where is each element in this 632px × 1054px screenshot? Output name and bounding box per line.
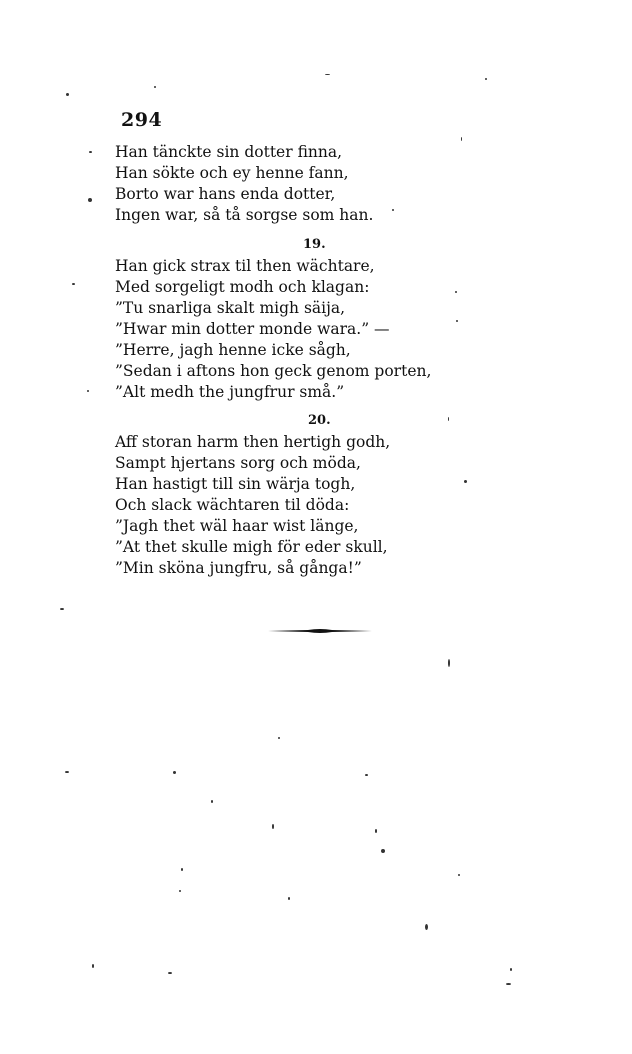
verse-line: Med sorgeligt modh och klagan: bbox=[115, 278, 370, 296]
stanza-18-continued bbox=[115, 142, 373, 226]
stanza-20 bbox=[115, 432, 390, 579]
tailpiece-ornament-rule bbox=[268, 627, 372, 635]
scan-speck bbox=[464, 480, 467, 483]
scan-speck bbox=[66, 93, 69, 96]
verse-line: ”Min sköna jungfru, så gånga!” bbox=[115, 559, 362, 577]
verse-line: ”Alt medh the jungfrur små.” bbox=[115, 383, 345, 401]
scan-speck bbox=[181, 868, 183, 871]
scan-speck bbox=[89, 151, 92, 153]
stanza-number: 19. bbox=[303, 237, 326, 252]
verse-line: Han tänckte sin dotter finna, bbox=[115, 143, 343, 161]
verse-line: Aff storan harm then hertigh godh, bbox=[115, 433, 391, 451]
stanza-number: 20. bbox=[308, 413, 331, 428]
verse-line: Han gick strax til then wächtare, bbox=[115, 257, 375, 275]
page-number: 294 bbox=[121, 109, 163, 131]
scan-speck bbox=[87, 390, 89, 392]
scan-speck bbox=[448, 659, 450, 667]
scan-speck bbox=[456, 320, 458, 322]
verse-line: ”Hwar min dotter monde wara.” — bbox=[115, 320, 390, 338]
verse-line: ”Sedan i aftons hon geck genom porten, bbox=[115, 362, 432, 380]
scan-speck bbox=[60, 608, 64, 610]
verse-line: ”Jagh thet wäl haar wist länge, bbox=[115, 517, 359, 535]
verse-line: ”At thet skulle migh för eder skull, bbox=[115, 538, 388, 556]
verse-line: ”Tu snarliga skalt migh säija, bbox=[115, 299, 346, 317]
scan-speck bbox=[461, 137, 462, 141]
stanza-19 bbox=[115, 256, 431, 403]
scan-speck bbox=[173, 771, 176, 774]
scan-speck bbox=[179, 890, 181, 892]
scan-speck bbox=[154, 86, 156, 88]
scan-speck bbox=[375, 829, 377, 833]
verse-line: Sampt hjertans sorg och möda, bbox=[115, 454, 361, 472]
scan-speck bbox=[425, 924, 428, 930]
verse-line: Ingen war, så tå sorgse som han. bbox=[115, 206, 374, 224]
scan-speck bbox=[278, 737, 280, 739]
scan-speck bbox=[448, 417, 449, 421]
verse-line: Och slack wächtaren til döda: bbox=[115, 496, 350, 514]
verse-line: ”Herre, jagh henne icke sågh, bbox=[115, 341, 351, 359]
scan-speck bbox=[211, 800, 213, 803]
scan-speck bbox=[72, 283, 75, 285]
scan-speck bbox=[88, 198, 92, 202]
verse-line: Han sökte och ey henne fann, bbox=[115, 164, 349, 182]
scan-speck bbox=[65, 771, 69, 773]
verse-line: Borto war hans enda dotter, bbox=[115, 185, 336, 203]
scan-speck bbox=[272, 824, 274, 829]
scan-speck bbox=[506, 983, 511, 985]
scan-speck bbox=[325, 74, 330, 75]
scan-speck bbox=[381, 849, 385, 853]
scan-speck bbox=[365, 774, 368, 776]
verse-line: Han hastigt till sin wärja togh, bbox=[115, 475, 356, 493]
scan-speck bbox=[485, 78, 487, 80]
scan-speck bbox=[510, 968, 512, 971]
scan-speck bbox=[288, 897, 290, 900]
scan-speck bbox=[92, 964, 94, 968]
scan-speck bbox=[458, 874, 460, 876]
scan-speck bbox=[168, 972, 172, 974]
scan-speck bbox=[455, 291, 457, 293]
scan-speck bbox=[392, 209, 394, 211]
